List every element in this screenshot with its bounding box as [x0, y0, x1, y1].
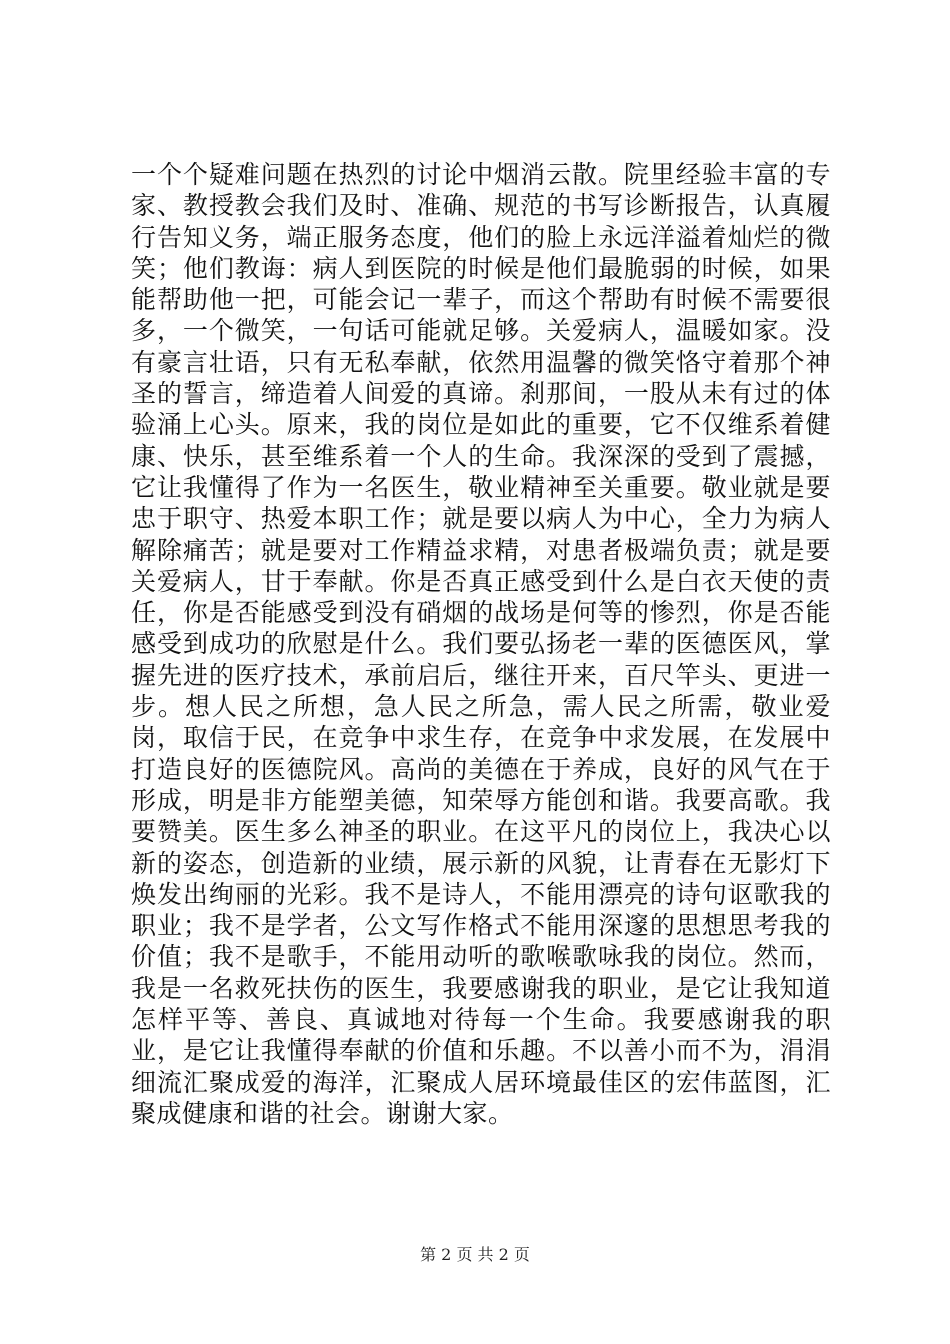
page-footer: 第 2 页 共 2 页 [420, 1245, 530, 1264]
body-paragraph: 一个个疑难问题在热烈的讨论中烟消云散。院里经验丰富的专家、教授教会我们及时、准确、规范的书写诊断报告，认真履行告知义务，端正服务态度，他们的脸上永远洋溢着灿烂的微笑；他们教诲：病人到医院的时候是他们最脆弱的时候，如果能帮助他一把，可能会记一辈子，而这个帮助有时候不需要很多，一个微笑，一句话可能就足够。关爱病人，温暖如家。没有豪言壮语，只有无私奉献，依然用温馨的微笑恪守着那个神圣的誓言，缔造着人间爱的真谛。刹那间，一股从未有过的体验涌上心头。原来，我的岗位是如此的重要，它不仅维系着健康、快乐，甚至维系着一个人的生命。我深深的受到了震撼，它让我懂得了作为一名医生，敬业精神至关重要。敬业就是要忠于职守、热爱本职工作；就是要以病人为中心，全力为病人解除痛苦；就是要对工作精益求精，对患者极端负责；就是要关爱病人，甘于奉献。你是否真正感受到什么是白衣天使的责任，你是否能感受到没有硝烟的战场是何等的惨烈，你是否能感受到成功的欣慰是什么。我们要弘扬老一辈的医德医风，掌握先进的医疗技术，承前启后，继往开来，百尺竿头、更进一步。想人民之所想，急人民之所急，需人民之所需，敬业爱岗，取信于民，在竞争中求生存，在竞争中求发展，在发展中打造良好的医德院风。高尚的美德在于养成，良好的风气在于形成，明是非方能塑美德，知荣辱方能创和谐。我要高歌。我要赞美。医生多么神圣的职业。在这平凡的岗位上，我决心以新的姿态，创造新的业绩，展示新的风貌，让青春在无影灯下焕发出绚丽的光彩。我不是诗人，不能用漂亮的诗句讴歌我的职业；我不是学者，公文写作格式不能用深邃的思想思考我的价值；我不是歌手，不能用动听的歌喉歌咏我的岗位。然而，我是一名救死扶伤的医生，我要感谢我的职业，是它让我知道怎样平等、善良、真诚地对待每一个生命。我要感谢我的职业，是它让我懂得奉献的价值和乐趣。不以善小而不为，涓涓细流汇聚成爱的海洋，汇聚成人居环境最佳区的宏伟蓝图，汇聚成健康和谐的社会。谢谢大家。 [131, 160, 831, 1128]
